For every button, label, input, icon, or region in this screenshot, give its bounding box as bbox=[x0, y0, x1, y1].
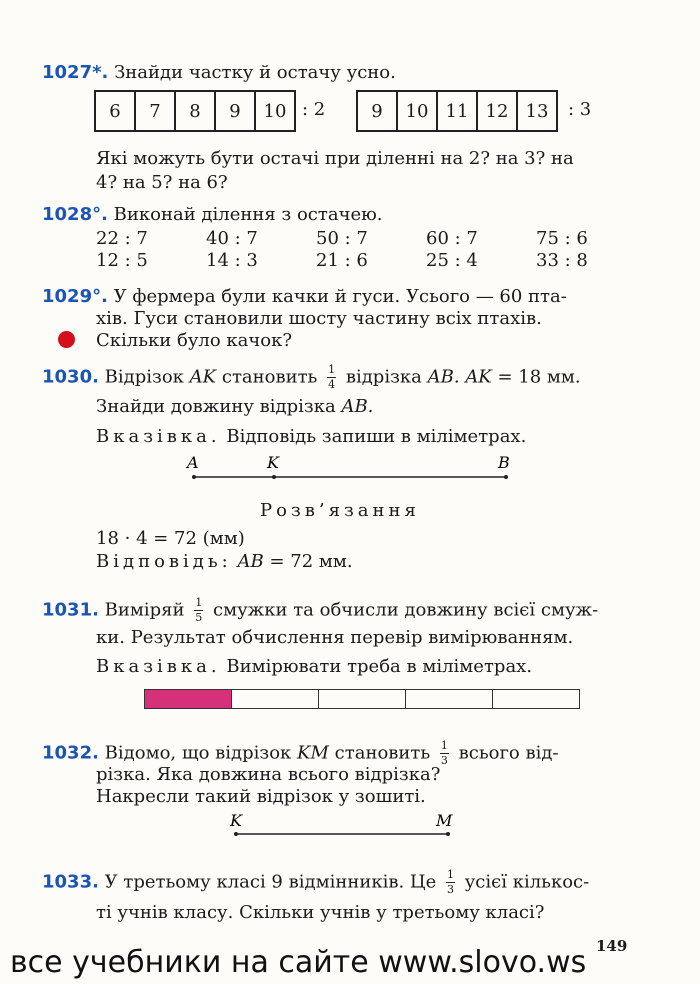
segment-label: AB bbox=[237, 551, 264, 572]
number-box: 10 bbox=[396, 92, 436, 130]
fraction-numerator: 1 bbox=[195, 596, 203, 609]
fraction bbox=[440, 740, 449, 767]
exercise-1031-line-1 bbox=[42, 597, 598, 624]
page-number: 149 bbox=[596, 937, 628, 955]
exercise-text: = 18 мм. bbox=[497, 366, 581, 388]
segment-ab-diagram bbox=[180, 452, 520, 484]
exercise-text: Знайди частку й остачу усно. bbox=[114, 62, 396, 83]
fraction-numerator: 1 bbox=[440, 739, 448, 752]
fraction-denominator: 5 bbox=[195, 611, 203, 624]
division-item: 25 : 4 bbox=[426, 250, 478, 271]
strip-segment bbox=[231, 690, 318, 708]
point-label: K bbox=[267, 453, 279, 472]
segment-label: AK bbox=[465, 366, 492, 388]
fraction bbox=[446, 869, 455, 896]
solution-title: Розв’язання bbox=[260, 500, 420, 521]
exercise-text: Відомо, що відрізок bbox=[104, 742, 292, 764]
number-box: 11 bbox=[436, 92, 476, 130]
exercise-text: У фермера були качки й гуси. Усього — 60 пта- bbox=[113, 286, 567, 307]
fraction-denominator: 3 bbox=[440, 754, 448, 767]
division-row-2 bbox=[96, 250, 646, 272]
division-item: 75 : 6 bbox=[536, 228, 588, 249]
exercise-text: відрізка bbox=[345, 366, 422, 388]
hint-label: Вказівка. bbox=[96, 426, 221, 447]
exercise-1031-hint bbox=[96, 656, 532, 678]
exercise-1028-heading bbox=[42, 204, 383, 226]
strip-segment bbox=[492, 690, 579, 708]
hint-text: Відповідь запиши в міліметрах. bbox=[226, 426, 527, 447]
exercise-text: Відрізок bbox=[104, 366, 184, 388]
division-item: 60 : 7 bbox=[426, 228, 478, 249]
number-box: 6 bbox=[109, 100, 121, 122]
footer-text: все учебники на сайте www.slovo.ws bbox=[10, 945, 587, 980]
exercise-text: становить bbox=[221, 366, 318, 388]
segment-label: KM bbox=[297, 742, 329, 764]
number-box: 12 bbox=[476, 92, 516, 130]
exercise-number: 1032. bbox=[42, 742, 99, 764]
divisor-2: : 3 bbox=[568, 99, 592, 120]
segment-label: AB. bbox=[427, 366, 460, 388]
point-label: A bbox=[187, 453, 199, 472]
exercise-text: Знайди довжину відрізка bbox=[96, 396, 336, 417]
strip-segment bbox=[405, 690, 492, 708]
exercise-text: Виміряй bbox=[104, 599, 185, 621]
division-item: 22 : 7 bbox=[96, 228, 148, 249]
division-item: 12 : 5 bbox=[96, 250, 148, 271]
division-item: 50 : 7 bbox=[316, 228, 368, 249]
fraction-numerator: 1 bbox=[328, 363, 336, 376]
answer-label: Відповідь: bbox=[96, 551, 232, 572]
exercise-1030-hint bbox=[96, 426, 526, 448]
point-dot bbox=[446, 832, 450, 836]
number-box: 8 bbox=[174, 92, 214, 130]
fraction bbox=[327, 364, 336, 391]
division-item: 21 : 6 bbox=[316, 250, 368, 271]
red-marker-icon bbox=[58, 331, 75, 348]
exercise-1032-line-3: Накресли такий відрізок у зошиті. bbox=[96, 786, 426, 807]
divisor-1: : 2 bbox=[302, 99, 326, 120]
exercise-text: Виконай ділення з остачею. bbox=[113, 204, 383, 225]
strip-segment-filled bbox=[145, 690, 231, 708]
fraction-denominator: 4 bbox=[328, 378, 336, 391]
exercise-1029-line-1 bbox=[42, 286, 567, 308]
point-dot bbox=[234, 832, 238, 836]
hint-label: Вказівка. bbox=[96, 656, 221, 677]
exercise-number: 1033. bbox=[42, 871, 99, 893]
number-box: 9 bbox=[371, 100, 383, 122]
fraction-numerator: 1 bbox=[446, 868, 454, 881]
exercise-number: 1030. bbox=[42, 366, 99, 388]
exercise-text: усієї кількос- bbox=[464, 871, 590, 893]
number-box: 9 bbox=[214, 92, 254, 130]
exercise-1027-heading bbox=[42, 62, 396, 84]
exercise-text: становить bbox=[334, 742, 431, 764]
exercise-1029-line-2: хів. Гуси становили шосту частину всіх птахів. bbox=[96, 308, 542, 329]
exercise-number: 1027*. bbox=[42, 62, 109, 83]
point-dot bbox=[272, 475, 276, 479]
number-box: 10 bbox=[254, 92, 294, 130]
number-boxes-2 bbox=[356, 90, 558, 132]
point-label: M bbox=[436, 811, 453, 830]
exercise-1031-line-2: ки. Результат обчислення перевір вимірюванням. bbox=[96, 627, 574, 648]
point-dot bbox=[504, 475, 508, 479]
question-line-1: Які можуть бути остачі при діленні на 2? на 3? на bbox=[96, 148, 574, 169]
exercise-1032-line-1 bbox=[42, 740, 559, 767]
segment-km-diagram bbox=[224, 810, 464, 840]
segment-label: AK bbox=[189, 366, 217, 388]
point-label: B bbox=[498, 453, 510, 472]
exercise-number: 1031. bbox=[42, 599, 99, 621]
division-item: 40 : 7 bbox=[206, 228, 258, 249]
point-label: K bbox=[230, 811, 242, 830]
solution-calc: 18 · 4 = 72 (мм) bbox=[96, 528, 245, 549]
number-box: 13 bbox=[516, 92, 556, 130]
division-item: 14 : 3 bbox=[206, 250, 258, 271]
exercise-number: 1028°. bbox=[42, 204, 108, 225]
question-line-2: 4? на 5? на 6? bbox=[96, 172, 228, 193]
strip-segment bbox=[318, 690, 405, 708]
measurement-strip bbox=[144, 689, 580, 709]
exercise-1029-line-3: Скільки було качок? bbox=[96, 330, 293, 351]
solution-answer bbox=[96, 551, 353, 573]
exercise-number: 1029°. bbox=[42, 286, 108, 307]
exercise-text: У третьому класі 9 відмінників. Це bbox=[104, 871, 437, 893]
division-row-1 bbox=[96, 228, 646, 250]
exercise-1033-line-2: ті учнів класу. Скільки учнів у третьому класі? bbox=[96, 902, 545, 923]
segment-label: AB. bbox=[341, 396, 374, 417]
division-item: 33 : 8 bbox=[536, 250, 588, 271]
number-box: 7 bbox=[134, 92, 174, 130]
hint-text: Вимірювати треба в міліметрах. bbox=[226, 656, 533, 677]
point-dot bbox=[192, 475, 196, 479]
fraction bbox=[194, 597, 203, 624]
exercise-text: смужки та обчисли довжину всієї смуж- bbox=[213, 599, 599, 621]
exercise-1030-line-1 bbox=[42, 364, 581, 391]
fraction-denominator: 3 bbox=[446, 883, 454, 896]
exercise-1032-line-2: різка. Яка довжина всього відрізка? bbox=[96, 764, 441, 785]
exercise-text: всього від- bbox=[458, 742, 559, 764]
exercise-1030-line-2 bbox=[96, 396, 373, 418]
exercise-1033-line-1 bbox=[42, 869, 589, 896]
answer-value: = 72 мм. bbox=[269, 551, 353, 572]
number-boxes-1 bbox=[94, 90, 296, 132]
